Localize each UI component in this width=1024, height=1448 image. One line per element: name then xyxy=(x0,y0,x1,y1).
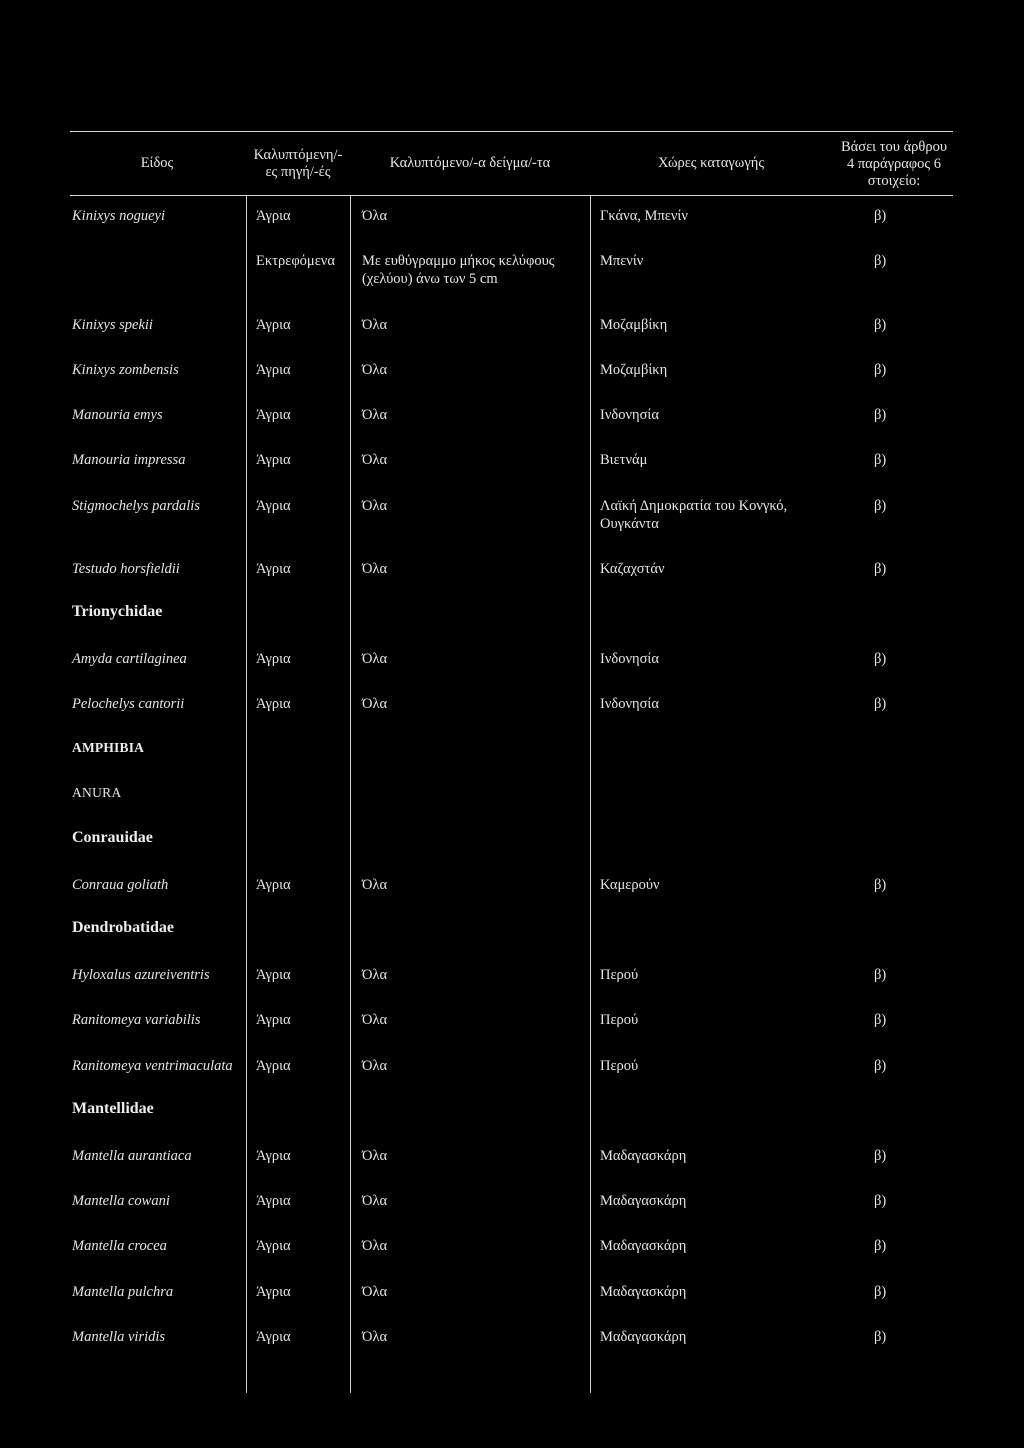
basis-cell: β) xyxy=(874,967,887,983)
origin-cell: Άγρια xyxy=(256,967,291,983)
basis-cell: β) xyxy=(874,561,887,577)
country-cell: Ινδονησία xyxy=(600,696,659,712)
header-origin: Καλυπτόμενη/-ες πηγή/-ές xyxy=(253,147,343,180)
basis-cell: β) xyxy=(874,452,887,468)
species-name: Stigmochelys pardalis xyxy=(72,498,200,514)
country-cell: Μαδαγασκάρη xyxy=(600,1148,687,1164)
species-name: Kinixys spekii xyxy=(72,317,153,333)
basis-cell: β) xyxy=(874,407,887,423)
country-cell: Γκάνα, Μπενίν xyxy=(600,208,688,224)
species-name: Testudo horsfieldii xyxy=(72,561,180,577)
origin-cell: Άγρια xyxy=(256,696,291,712)
species-name: Mantella crocea xyxy=(72,1238,167,1254)
basis-cell: β) xyxy=(874,1148,887,1164)
column-divider xyxy=(246,196,247,1393)
basis-cell: β) xyxy=(874,1284,887,1300)
basis-cell: β) xyxy=(874,208,887,224)
origin-cell: Άγρια xyxy=(256,317,291,333)
country-cell: Ινδονησία xyxy=(600,651,659,667)
species-name: Kinixys nogueyi xyxy=(72,208,166,224)
origin-cell: Άγρια xyxy=(256,362,291,378)
country-cell: Μαδαγασκάρη xyxy=(600,1329,687,1345)
specimen-cell: Όλα xyxy=(362,1238,388,1254)
country-cell: Καζαχστάν xyxy=(600,561,665,577)
country-cell: Περού xyxy=(600,1012,639,1028)
basis-cell: β) xyxy=(874,1329,887,1345)
basis-cell: β) xyxy=(874,651,887,667)
header-countries: Χώρες καταγωγής xyxy=(657,155,765,171)
country-cell: Μαδαγασκάρη xyxy=(600,1284,687,1300)
basis-cell: β) xyxy=(874,1238,887,1254)
origin-cell: Άγρια xyxy=(256,1058,291,1074)
column-divider xyxy=(350,196,351,1393)
species-name: Mantella pulchra xyxy=(72,1284,174,1300)
basis-cell: β) xyxy=(874,1193,887,1209)
specimen-cell: Όλα xyxy=(362,967,388,983)
family-heading: Trionychidae xyxy=(72,603,163,620)
basis-cell: β) xyxy=(874,498,887,514)
specimen-cell: Όλα xyxy=(362,1284,388,1300)
origin-cell: Άγρια xyxy=(256,208,291,224)
country-cell: Βιετνάμ xyxy=(600,452,648,468)
table-header-rule xyxy=(70,195,953,196)
origin-cell: Άγρια xyxy=(256,651,291,667)
header-specimens: Καλυπτόμενο/-α δείγμα/-τα xyxy=(389,155,551,171)
country-cell: Μαδαγασκάρη xyxy=(600,1193,687,1209)
country-cell: Μαδαγασκάρη xyxy=(600,1238,687,1254)
specimen-cell: Όλα xyxy=(362,696,388,712)
family-heading: Mantellidae xyxy=(72,1100,154,1117)
header-species: Είδος xyxy=(140,155,174,171)
species-name: Hyloxalus azureiventris xyxy=(72,967,210,983)
origin-cell: Άγρια xyxy=(256,1148,291,1164)
family-heading: Dendrobatidae xyxy=(72,919,174,936)
origin-cell: Άγρια xyxy=(256,1193,291,1209)
specimen-cell: Όλα xyxy=(362,1329,388,1345)
species-name: Manouria impressa xyxy=(72,452,186,468)
origin-cell: Άγρια xyxy=(256,407,291,423)
species-name: Pelochelys cantorii xyxy=(72,696,185,712)
country-cell: Περού xyxy=(600,1058,639,1074)
basis-cell: β) xyxy=(874,253,887,269)
specimen-cell: Όλα xyxy=(362,877,388,893)
header-basis: Βάσει του άρθρου 4 παράγραφος 6 στοιχείο: xyxy=(840,139,948,189)
country-cell: Μπενίν xyxy=(600,253,644,269)
specimen-cell: Όλα xyxy=(362,498,388,514)
family-heading: Conrauidae xyxy=(72,829,153,846)
specimen-cell: Όλα xyxy=(362,1148,388,1164)
country-cell: Περού xyxy=(600,967,639,983)
country-cell: Μοζαμβίκη xyxy=(600,317,668,333)
specimen-cell: Όλα xyxy=(362,651,388,667)
country-cell: Μοζαμβίκη xyxy=(600,362,668,378)
specimen-cell: Όλα xyxy=(362,407,388,423)
basis-cell: β) xyxy=(874,1012,887,1028)
origin-cell: Εκτρεφόμενα xyxy=(256,253,335,269)
species-name: Mantella viridis xyxy=(72,1329,166,1345)
origin-cell: Άγρια xyxy=(256,1238,291,1254)
origin-cell: Άγρια xyxy=(256,1012,291,1028)
specimen-cell: Όλα xyxy=(362,561,388,577)
origin-cell: Άγρια xyxy=(256,1284,291,1300)
country-cell: Ινδονησία xyxy=(600,407,659,423)
origin-cell: Άγρια xyxy=(256,452,291,468)
specimen-cell: Όλα xyxy=(362,208,388,224)
specimen-cell: Όλα xyxy=(362,362,388,378)
origin-cell: Άγρια xyxy=(256,498,291,514)
country-cell: Λαϊκή Δημοκρατία του Κονγκό, Ουγκάντα xyxy=(600,498,788,532)
order-heading: ANURA xyxy=(72,785,122,800)
class-heading: AMPHIBIA xyxy=(72,740,145,755)
table-top-rule xyxy=(70,131,953,132)
species-name: Ranitomeya variabilis xyxy=(72,1012,201,1028)
basis-cell: β) xyxy=(874,1058,887,1074)
species-name: Conraua goliath xyxy=(72,877,169,893)
specimen-cell: Με ευθύγραμμο μήκος κελύφους (χελύου) άνω των 5 cm xyxy=(362,253,555,287)
origin-cell: Άγρια xyxy=(256,877,291,893)
species-name: Kinixys zombensis xyxy=(72,362,179,378)
basis-cell: β) xyxy=(874,696,887,712)
specimen-cell: Όλα xyxy=(362,1058,388,1074)
basis-cell: β) xyxy=(874,362,887,378)
specimen-cell: Όλα xyxy=(362,317,388,333)
species-name: Manouria emys xyxy=(72,407,163,423)
country-cell: Καμερούν xyxy=(600,877,660,893)
specimen-cell: Όλα xyxy=(362,452,388,468)
species-name: Mantella cowani xyxy=(72,1193,170,1209)
origin-cell: Άγρια xyxy=(256,1329,291,1345)
origin-cell: Άγρια xyxy=(256,561,291,577)
column-divider xyxy=(590,196,591,1393)
basis-cell: β) xyxy=(874,877,887,893)
basis-cell: β) xyxy=(874,317,887,333)
species-name: Ranitomeya ventrimaculata xyxy=(72,1058,233,1074)
specimen-cell: Όλα xyxy=(362,1193,388,1209)
species-name: Amyda cartilaginea xyxy=(72,651,187,667)
species-name: Mantella aurantiaca xyxy=(72,1148,192,1164)
specimen-cell: Όλα xyxy=(362,1012,388,1028)
